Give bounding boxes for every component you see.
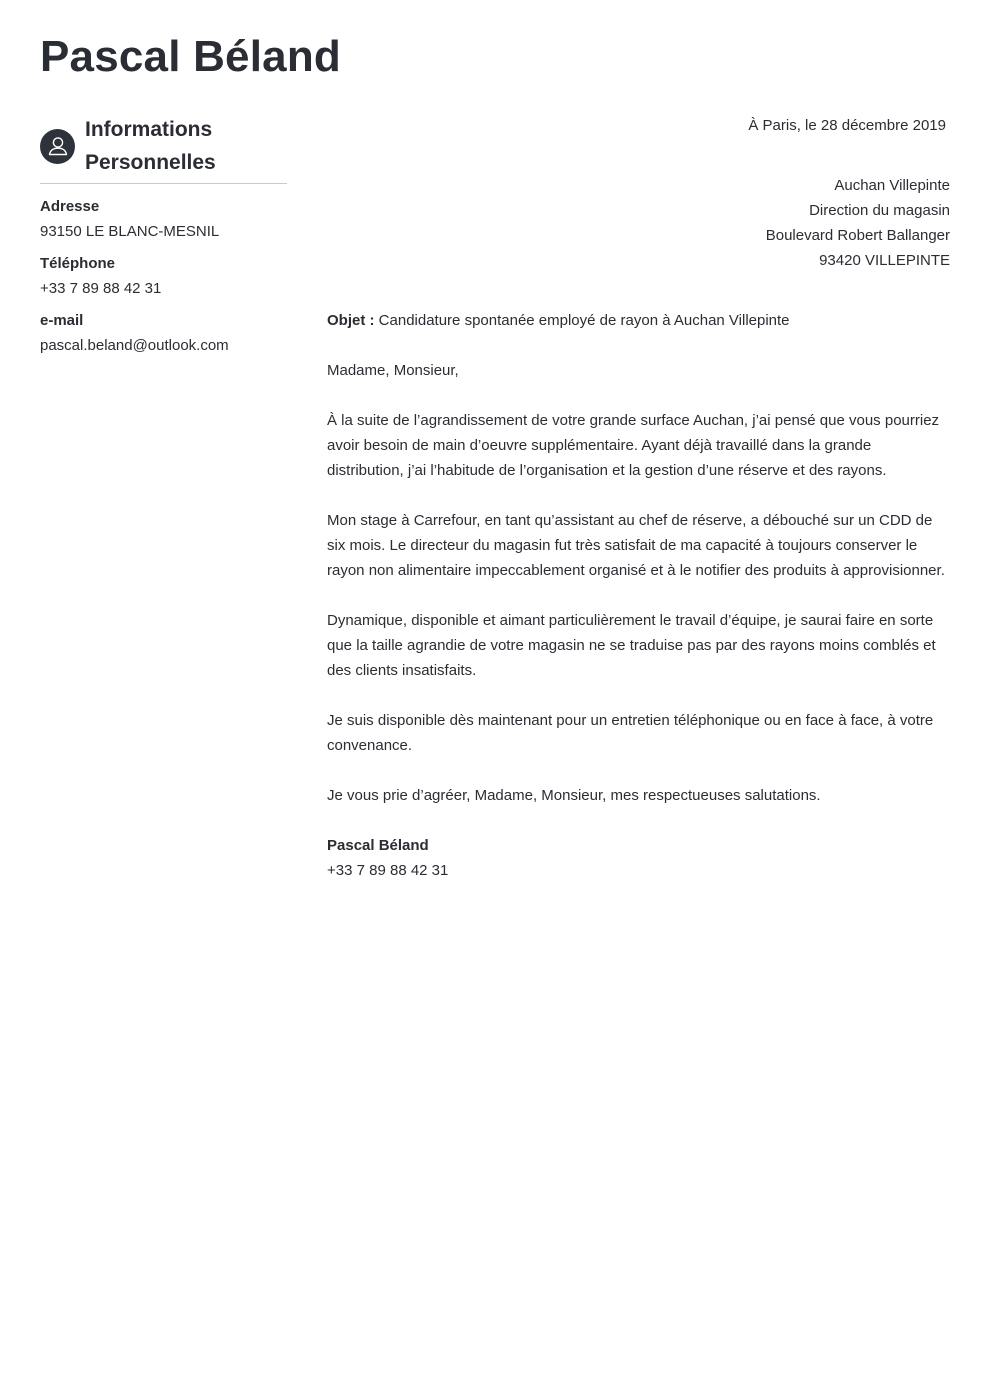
letter-paragraph: Je suis disponible dès maintenant pour un entretien téléphonique ou en face à face, à votre convenance. xyxy=(327,712,934,754)
recipient-line: Direction du magasin xyxy=(809,202,950,219)
phone-value: +33 7 89 88 42 31 xyxy=(40,280,162,297)
address-label: Adresse xyxy=(40,198,100,215)
subject-label: Objet : xyxy=(327,312,375,329)
email-value: pascal.beland@outlook.com xyxy=(40,337,229,354)
letter-subject xyxy=(327,308,950,333)
signature-phone: +33 7 89 88 42 31 xyxy=(327,862,449,879)
page-title: Pascal Béland xyxy=(40,32,341,81)
personal-info-title: Informations Personnelles xyxy=(85,118,216,174)
email-label: e-mail xyxy=(40,312,84,329)
user-icon xyxy=(40,129,75,164)
phone-label: Téléphone xyxy=(40,255,116,272)
recipient-line: Auchan Villepinte xyxy=(834,177,950,194)
recipient-line: 93420 VILLEPINTE xyxy=(819,252,950,269)
letter-closing: Je vous prie d’agréer, Madame, Monsieur, mes respectueuses salutations. xyxy=(327,787,821,804)
letter-body xyxy=(327,113,950,883)
personal-info-sidebar xyxy=(40,113,287,355)
recipient-address xyxy=(327,173,950,273)
phone-field xyxy=(40,255,287,298)
email-field xyxy=(40,312,287,355)
letter-date: À Paris, le 28 décembre 2019 xyxy=(748,117,946,134)
address-value: 93150 LE BLANC-MESNIL xyxy=(40,223,220,240)
letter-paragraph: Dynamique, disponible et aimant particulièrement le travail d’équipe, je saurai faire en sorte que la taille agrandie de votre magasin ne se traduise pas par des rayons moins comblés et des clients insatisfaits. xyxy=(327,612,936,679)
signature-name: Pascal Béland xyxy=(327,837,429,854)
letter-greeting: Madame, Monsieur, xyxy=(327,362,459,379)
recipient-line: Boulevard Robert Ballanger xyxy=(765,227,950,244)
subject-text: Candidature spontanée employé de rayon à Auchan Villepinte xyxy=(378,312,790,329)
address-field xyxy=(40,198,287,241)
letter-paragraph: Mon stage à Carrefour, en tant qu’assistant au chef de réserve, a débouché sur un CDD de six mois. Le directeur du magasin fut très satisfait de ma capacité à toujours conserver le rayon non alimentaire impeccablement organisé et à le notifier des produits à approvisionner. xyxy=(327,512,945,579)
letter-paragraph: À la suite de l’agrandissement de votre grande surface Auchan, j’ai pensé que vous pourriez avoir besoin de main d’oeuvre supplémentaire. Ayant déjà travaillé dans la grande distribution, j’ai l’habitude de l’organisation et la gestion d’une réserve et des rayons. xyxy=(327,412,940,479)
personal-info-header xyxy=(40,113,287,184)
